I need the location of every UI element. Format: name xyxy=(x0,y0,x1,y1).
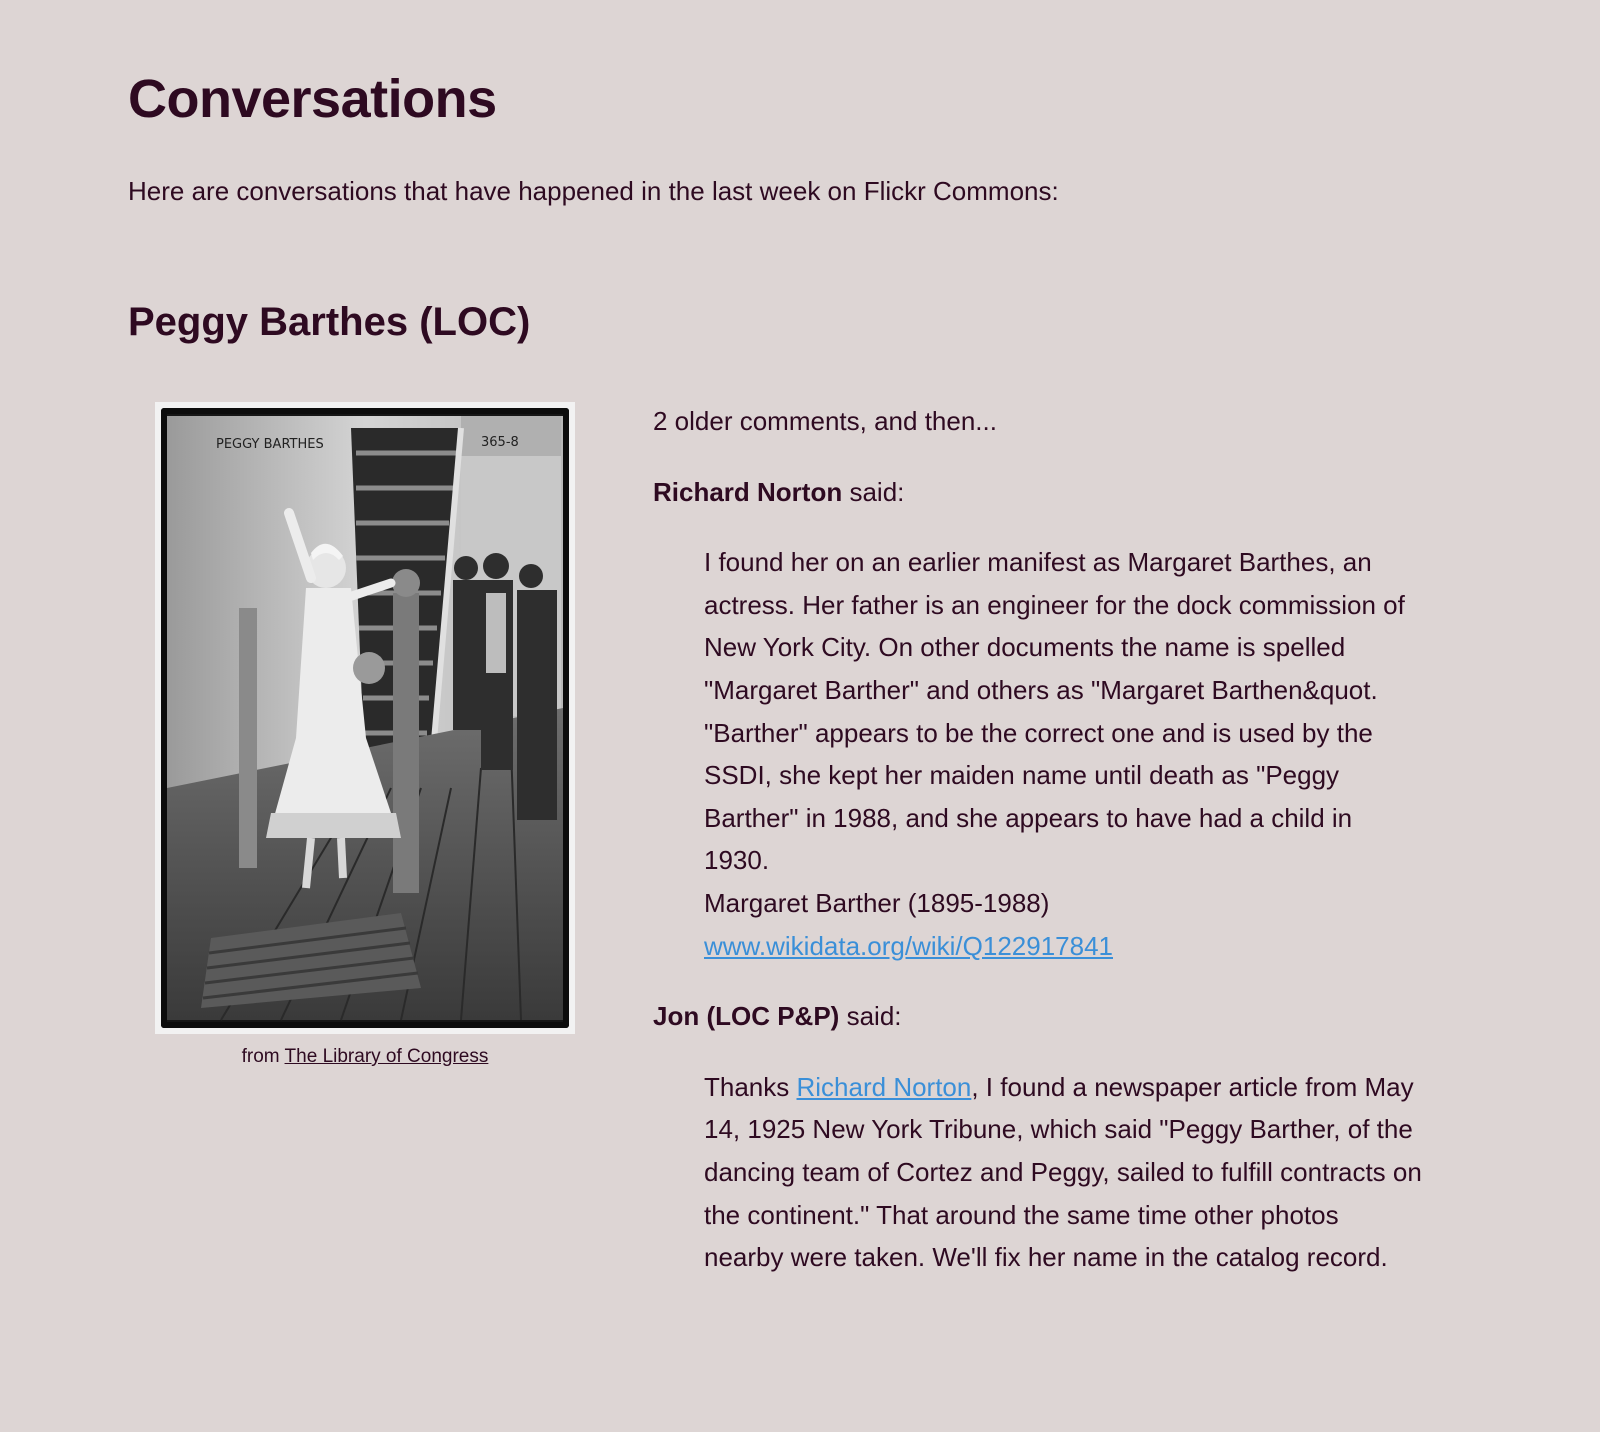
comment-author: Jon (LOC P&P) xyxy=(653,1001,840,1032)
mention-link[interactable]: Richard Norton xyxy=(796,1071,972,1102)
caption-prefix: from xyxy=(241,1046,280,1067)
photo-inscription-right: 365-8 xyxy=(481,435,519,450)
photo-frame[interactable] xyxy=(155,402,575,1034)
caption-source-link[interactable]: The Library of Congress xyxy=(284,1046,489,1067)
wikidata-link[interactable]: www.wikidata.org/wiki/Q122917841 xyxy=(704,930,1113,961)
photo-illustration xyxy=(161,408,569,1028)
comments-column xyxy=(653,400,1453,1307)
photo-column xyxy=(155,402,575,1068)
comment-body xyxy=(704,541,1424,967)
said-label: said: xyxy=(849,476,905,507)
photo-caption xyxy=(155,1046,575,1068)
comment-text: , I found a newspaper article from May 14, 1925 New York Tribune, which said "Peggy Barther, of the dancing team of Cortez and Peggy, sailed to fulfill contracts on the continent." That around the same time other photos nearby were taken. We'll fix her name in the catalog record. xyxy=(704,1071,1422,1273)
comment-author-line xyxy=(653,995,1453,1038)
older-comments-note: 2 older comments, and then... xyxy=(653,406,997,436)
conversation-title[interactable]: Peggy Barthes (LOC) xyxy=(128,300,531,344)
comment-author: Richard Norton xyxy=(653,476,843,507)
page-title: Conversations xyxy=(128,69,497,129)
comment-author-line xyxy=(653,471,1453,514)
photo-peggy-barthes[interactable] xyxy=(161,408,569,1028)
intro-text: Here are conversations that have happened in the last week on Flickr Commons: xyxy=(128,176,1059,206)
comment-text-line2: Margaret Barther (1895-1988) xyxy=(704,887,1050,918)
comment-text: I found her on an earlier manifest as Margaret Barthes, an actress. Her father is an engineer for the dock commission of New York City. On other documents the name is spelled "Margaret Barther" and others as "Margaret Barthen&quot. "Barther" appears to be the correct one and is used by the SSDI, she kept her maiden name until death as "Peggy Barther" in 1988, and she appears to have had a child in 1930. xyxy=(704,547,1405,876)
comment-text-prefix: Thanks xyxy=(704,1071,797,1102)
said-label: said: xyxy=(846,1001,902,1032)
photo-inscription-left: PEGGY BARTHES xyxy=(216,437,324,452)
comment-body xyxy=(704,1066,1424,1279)
